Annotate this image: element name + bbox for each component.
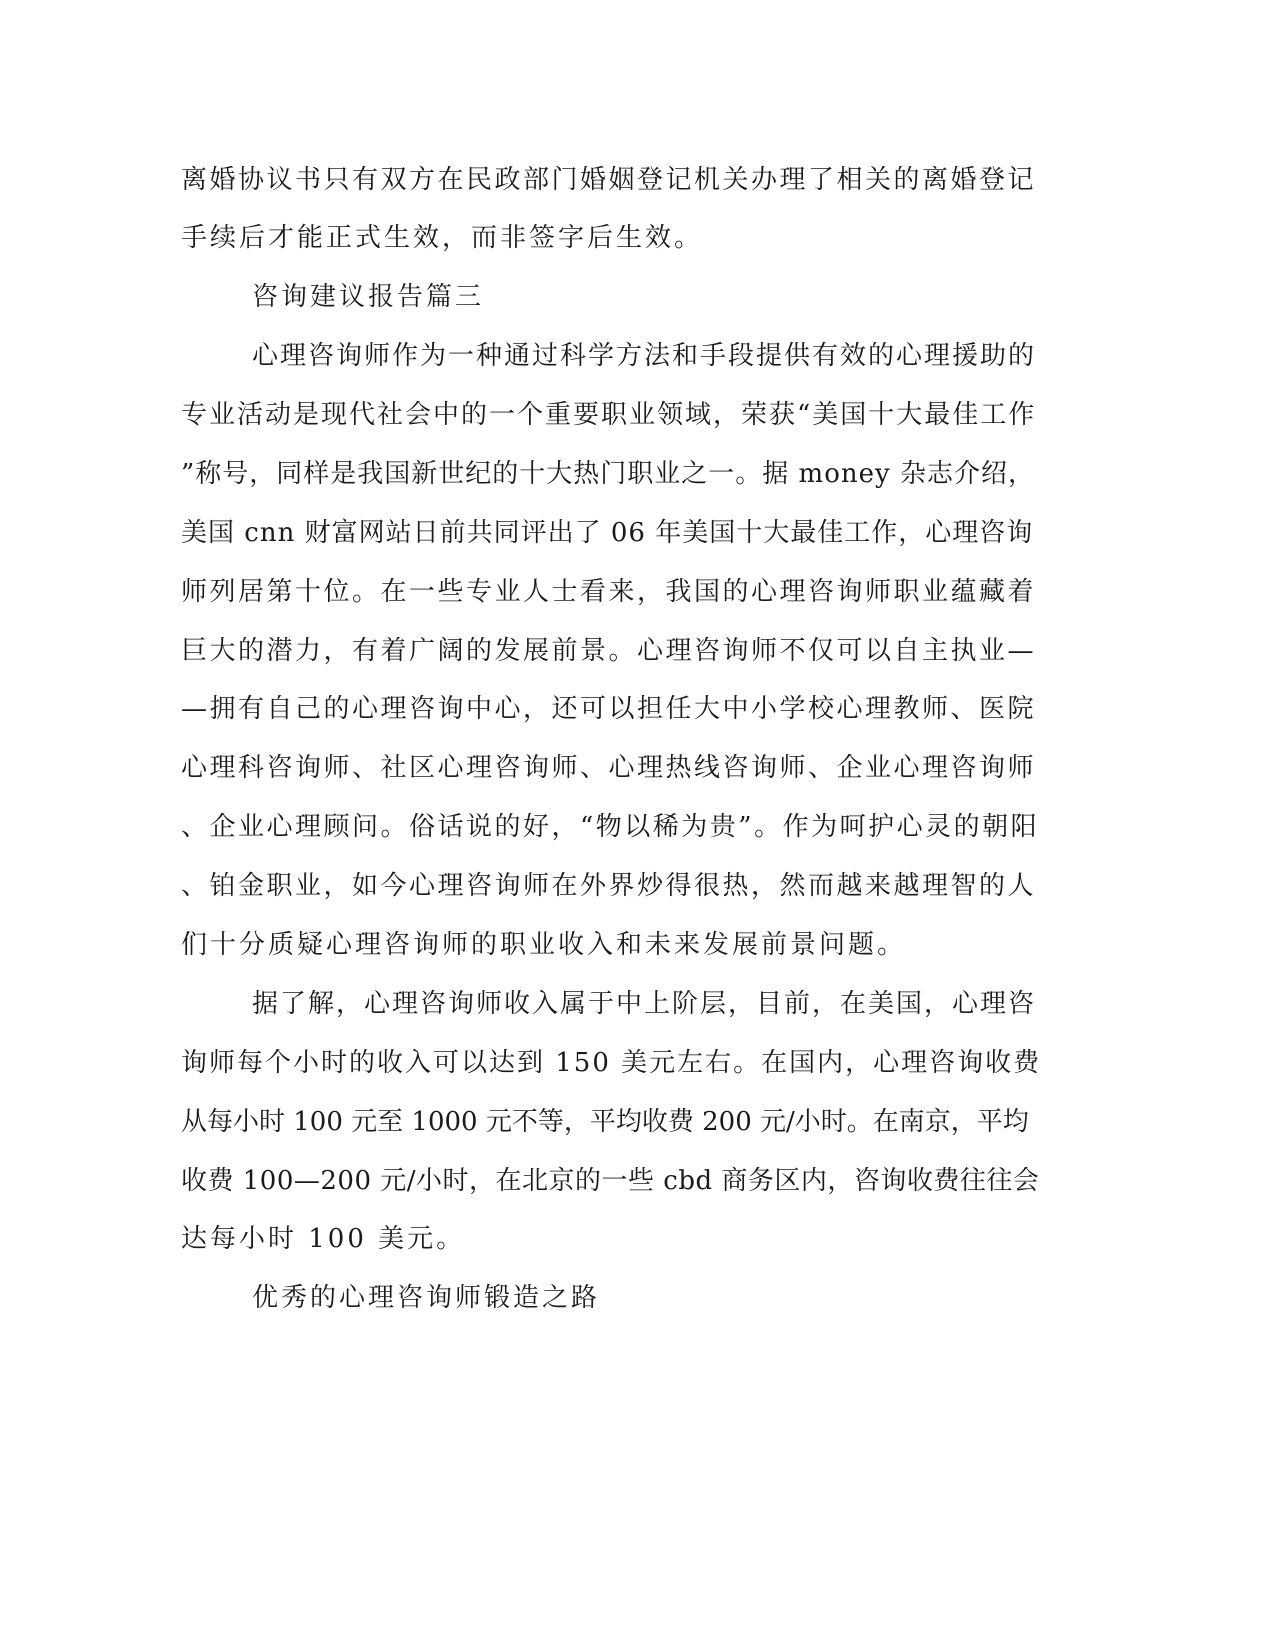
- paragraph-line: 达每小时 100 美元。: [181, 1224, 466, 1254]
- paragraph-line: 心理咨询师作为一种通过科学方法和手段提供有效的心理援助的: [252, 341, 1037, 371]
- paragraph-line: 询师每个小时的收入可以达到 150 美元左右。在国内，心理咨询收费: [181, 1048, 1042, 1078]
- paragraph-line: 、企业心理顾问。俗话说的好，“物以稀为贵”。作为呵护心灵的朝阳: [181, 812, 1040, 842]
- paragraph-line: 据了解，心理咨询师收入属于中上阶层，目前，在美国，心理咨: [252, 989, 1037, 1019]
- paragraph-line: 们十分质疑心理咨询师的职业收入和未来发展前景问题。: [181, 930, 907, 960]
- paragraph-line: 手续后才能正式生效，而非签字后生效。: [181, 223, 704, 253]
- paragraph-line: 美国 cnn 财富网站日前共同评出了 06 年美国十大最佳工作，心理咨询: [181, 518, 1034, 548]
- paragraph-line: 专业活动是现代社会中的一个重要职业领域，荣获“美国十大最佳工作: [181, 400, 1037, 430]
- paragraph-line: —拥有自己的心理咨询中心，还可以担任大中小学校心理教师、医院: [181, 694, 1037, 724]
- paragraph-line: 收费 100—200 元/小时，在北京的一些 cbd 商务区内，咨询收费往往会: [181, 1166, 1040, 1196]
- paragraph-line: 、铂金职业，如今心理咨询师在外界炒得很热，然而越来越理智的人: [181, 871, 1037, 901]
- paragraph-line: 从每小时 100 元至 1000 元不等，平均收费 200 元/小时。在南京，平均: [181, 1107, 1029, 1137]
- paragraph-line: 师列居第十位。在一些专业人士看来，我国的心理咨询师职业蕴藏着: [181, 577, 1037, 607]
- section-heading: 优秀的心理咨询师锻造之路: [252, 1283, 601, 1313]
- paragraph-line: ”称号，同样是我国新世纪的十大热门职业之一。据 money 杂志介绍，: [181, 459, 1035, 489]
- paragraph-line: 心理科咨询师、社区心理咨询师、心理热线咨询师、企业心理咨询师: [181, 753, 1037, 783]
- paragraph-line: 离婚协议书只有双方在民政部门婚姻登记机关办理了相关的离婚登记: [181, 165, 1037, 195]
- section-heading: 咨询建议报告篇三: [252, 282, 485, 312]
- paragraph-line: 巨大的潜力，有着广阔的发展前景。心理咨询师不仅可以自主执业—: [181, 636, 1037, 666]
